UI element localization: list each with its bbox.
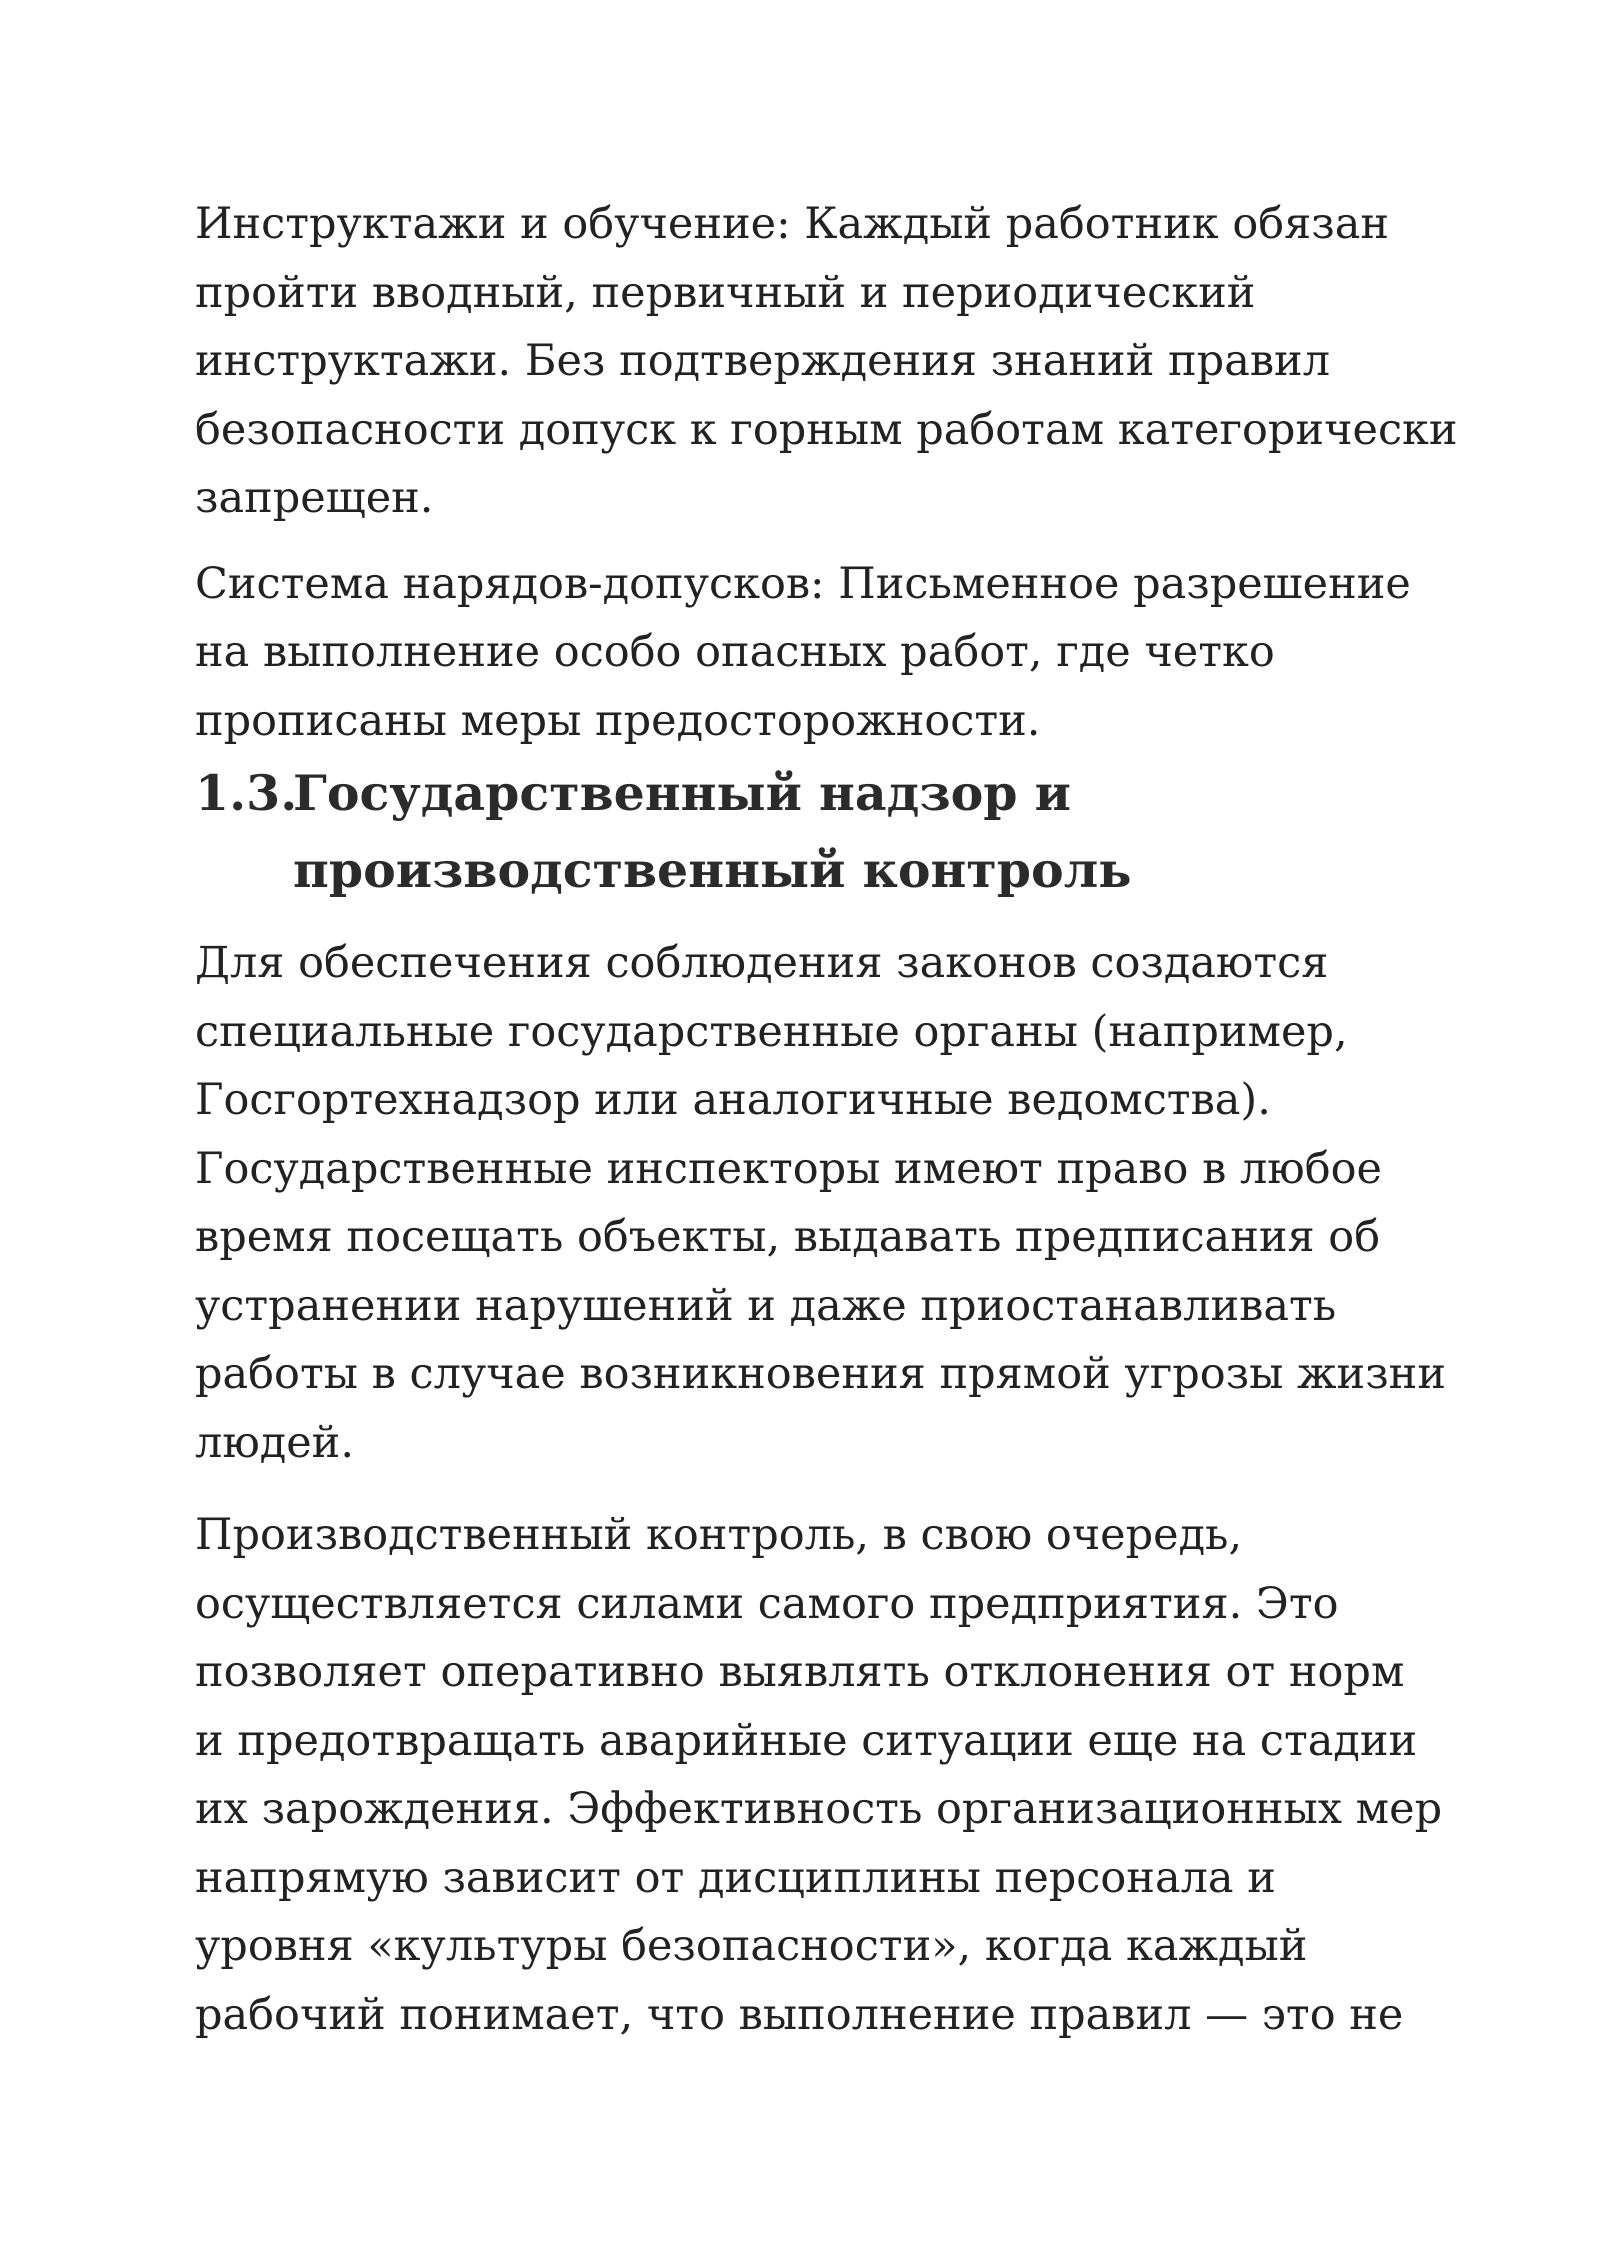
section-title-line: производственный контроль	[293, 841, 1132, 899]
text-line: Инструктажи и обучение: Каждый работник обязан	[195, 199, 1389, 249]
text-line: время посещать объекты, выдавать предписания об	[195, 1212, 1381, 1262]
text-line: устранении нарушений и даже приостанавливать	[195, 1280, 1337, 1331]
section-title-line: Государственный надзор и	[293, 764, 1071, 822]
text-line: работы в случае возникновения прямой угрозы жизни	[195, 1349, 1446, 1399]
text-line: осуществляется силами самого предприятия. Это	[195, 1578, 1339, 1629]
text-line: их зарождения. Эффективность организационных мер	[195, 1784, 1443, 1834]
text-line: специальные государственные органы (например,	[195, 1006, 1348, 1057]
text-line: Государственные инспекторы имеют право в любое	[195, 1143, 1382, 1194]
text-line: и предотвращать аварийные ситуации еще на стадии	[195, 1715, 1418, 1766]
text-line: людей.	[195, 1417, 355, 1468]
paragraph-briefings	[195, 190, 1458, 533]
text-line: Для обеспечения соблюдения законов создаются	[195, 938, 1329, 988]
text-line: Система нарядов-допусков: Письменное разрешение	[195, 558, 1411, 609]
section-heading	[195, 755, 1435, 909]
text-line: Госгортехнадзор или аналогичные ведомства).	[195, 1075, 1271, 1125]
text-line: пройти вводный, первичный и периодический	[195, 267, 1256, 318]
document-page	[195, 190, 1458, 2049]
paragraph-state-supervision	[195, 929, 1446, 1477]
text-line: прописаны меры предосторожности.	[195, 695, 1041, 746]
section-title	[293, 755, 1435, 909]
section-number: 1.3.	[195, 764, 298, 822]
text-line: на выполнение особо опасных работ, где четко	[195, 627, 1275, 677]
paragraph-production-control	[195, 1501, 1443, 2049]
paragraph-work-permits	[195, 550, 1435, 756]
text-line: инструктажи. Без подтверждения знаний правил	[195, 336, 1331, 386]
text-line: безопасности допуск к горным работам категорически	[195, 404, 1458, 455]
text-line: позволяет оперативно выявлять отклонения от норм	[195, 1647, 1405, 1697]
text-line: Производственный контроль, в свою очередь,	[195, 1510, 1243, 1560]
text-line: запрещен.	[195, 473, 434, 523]
text-line: рабочий понимает, что выполнение правил — это не	[195, 1989, 1404, 2040]
text-line: напрямую зависит от дисциплины персонала и	[195, 1852, 1276, 1903]
text-line: уровня «культуры безопасности», когда каждый	[195, 1921, 1308, 1971]
